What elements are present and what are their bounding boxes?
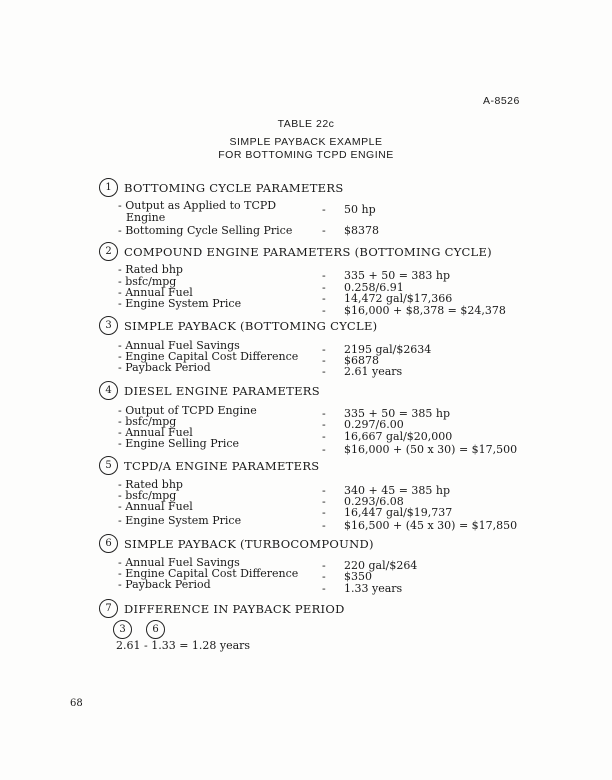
section-heading: DIESEL ENGINE PARAMETERS: [124, 384, 320, 398]
item-value: $350: [344, 570, 372, 583]
item-label: - Annual Fuel Savings: [118, 339, 240, 352]
item-value: 16,667 gal/$20,000: [344, 430, 453, 443]
item-label: - Engine System Price: [118, 297, 242, 310]
item-value: $16,000 + (50 x 30) = $17,500: [344, 443, 518, 456]
item-value: 220 gal/$264: [344, 559, 418, 572]
item-label: - Annual Fuel: [118, 286, 193, 299]
reference-circle: 3: [113, 620, 132, 639]
item-label: - Annual Fuel: [118, 500, 193, 513]
page-number: 68: [70, 698, 83, 709]
item-label: - Engine Capital Cost Difference: [118, 350, 299, 363]
item-dash: -: [322, 281, 326, 294]
item-dash: -: [322, 443, 326, 456]
item-value: 2195 gal/$2634: [344, 343, 432, 356]
item-value: 0.297/6.00: [344, 418, 404, 431]
item-value: 2.61 years: [344, 365, 403, 378]
item-dash: -: [322, 343, 326, 356]
item-value: 14,472 gal/$17,366: [344, 292, 453, 305]
document-id: A-8526: [483, 95, 520, 107]
item-dash: -: [322, 292, 326, 305]
table-label: TABLE 22c: [277, 118, 335, 130]
item-dash: -: [322, 203, 326, 216]
item-value: $8378: [344, 224, 379, 237]
item-dash: -: [322, 430, 326, 443]
section-heading: BOTTOMING CYCLE PARAMETERS: [124, 181, 344, 195]
item-value: 0.293/6.08: [344, 495, 404, 508]
section-number-circle: 3: [99, 316, 118, 335]
item-label-continued: Engine: [126, 211, 166, 224]
item-value: 340 + 45 = 385 hp: [344, 484, 451, 497]
item-value: $16,000 + $8,378 = $24,378: [344, 304, 506, 317]
title-line-1: SIMPLE PAYBACK EXAMPLE: [229, 136, 383, 148]
item-dash: -: [322, 418, 326, 431]
item-dash: -: [322, 365, 326, 378]
item-label: - Rated bhp: [118, 478, 183, 491]
item-dash: -: [322, 559, 326, 572]
item-value: 16,447 gal/$19,737: [344, 506, 453, 519]
item-label: - Rated bhp: [118, 263, 183, 276]
section-heading: TCPD/A ENGINE PARAMETERS: [124, 459, 320, 473]
section-heading: SIMPLE PAYBACK (TURBOCOMPOUND): [124, 537, 374, 551]
item-label: - Payback Period: [118, 578, 211, 591]
item-dash: -: [322, 506, 326, 519]
item-label: - bsfc/mpg: [118, 275, 177, 288]
item-value: 335 + 50 = 383 hp: [344, 269, 451, 282]
section-number-circle: 7: [99, 599, 118, 618]
section-heading: DIFFERENCE IN PAYBACK PERIOD: [124, 602, 345, 616]
item-label: - Annual Fuel: [118, 426, 193, 439]
section-number-circle: 5: [99, 456, 118, 475]
item-label: - Bottoming Cycle Selling Price: [118, 224, 293, 237]
item-label: - Payback Period: [118, 361, 211, 374]
item-label: - Engine System Price: [118, 514, 242, 527]
item-dash: -: [322, 224, 326, 237]
item-label: - bsfc/mpg: [118, 489, 177, 502]
item-label: - Engine Selling Price: [118, 437, 240, 450]
item-dash: -: [322, 304, 326, 317]
item-label: - Annual Fuel Savings: [118, 556, 240, 569]
item-dash: -: [322, 484, 326, 497]
item-dash: -: [322, 519, 326, 532]
section-heading: SIMPLE PAYBACK (BOTTOMING CYCLE): [124, 319, 378, 333]
section-number-circle: 6: [99, 534, 118, 553]
item-label: - bsfc/mpg: [118, 415, 177, 428]
item-label: - Output as Applied to TCPD: [118, 199, 277, 212]
item-dash: -: [322, 269, 326, 282]
item-dash: -: [322, 495, 326, 508]
item-dash: -: [322, 354, 326, 367]
reference-circle: 6: [146, 620, 165, 639]
item-value: 1.33 years: [344, 582, 403, 595]
item-label: - Output of TCPD Engine: [118, 404, 257, 417]
item-value: $6878: [344, 354, 379, 367]
item-label: - Engine Capital Cost Difference: [118, 567, 299, 580]
item-value: $16,500 + (45 x 30) = $17,850: [344, 519, 518, 532]
section-number-circle: 4: [99, 381, 118, 400]
section-number-circle: 1: [99, 178, 118, 197]
item-value: 50 hp: [344, 203, 376, 216]
item-dash: -: [322, 582, 326, 595]
item-value: 335 + 50 = 385 hp: [344, 407, 451, 420]
section-heading: COMPOUND ENGINE PARAMETERS (BOTTOMING CYCLE): [124, 245, 492, 259]
item-value: 0.258/6.91: [344, 281, 404, 294]
section-number-circle: 2: [99, 242, 118, 261]
item-dash: -: [322, 407, 326, 420]
title-line-2: FOR BOTTOMING TCPD ENGINE: [218, 149, 394, 161]
payback-difference-formula: 2.61 - 1.33 = 1.28 years: [116, 639, 251, 652]
item-dash: -: [322, 570, 326, 583]
